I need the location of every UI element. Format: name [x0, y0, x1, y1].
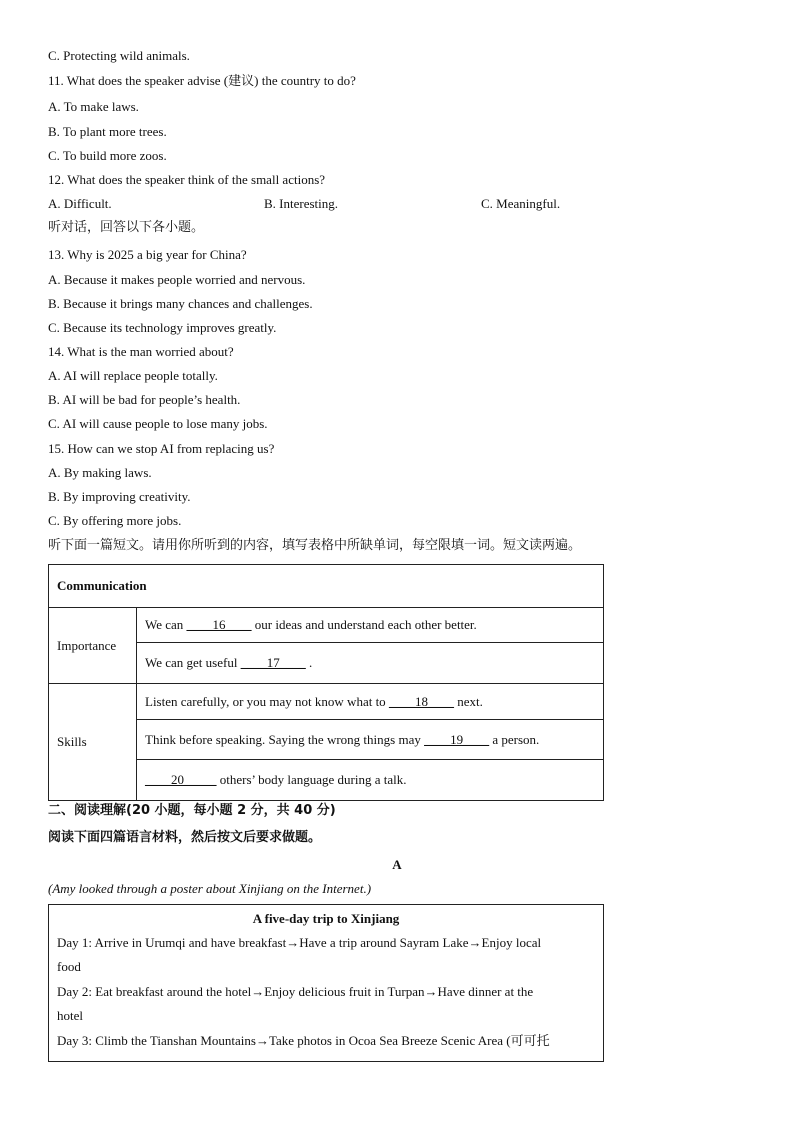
q12-option-c: C. Meaningful. [481, 196, 561, 211]
q10-option-c: C. Protecting wild animals. [48, 48, 190, 63]
blank-16[interactable]: ____16____ [186, 617, 252, 632]
q12-question: 12. What does the speaker think of the small actions? [48, 172, 326, 187]
q12-option-b: B. Interesting. [264, 196, 339, 211]
passage-instruction: 听下面一篇短文。请用你所听到的内容，填写表格中所缺单词，每空限填一词。短文读两遍。 [48, 538, 582, 553]
q11-question: 11. What does the speaker advise (建议) the country to do? [48, 73, 356, 88]
q13-option-a: A. Because it makes people worried and nervous. [48, 272, 306, 287]
passage-intro: (Amy looked through a poster about Xinjiang on the Internet.) [48, 881, 372, 896]
q14-option-a: A. AI will replace people totally. [48, 368, 218, 383]
q13-question: 13. Why is 2025 a big year for China? [48, 247, 247, 262]
trip-day2-line2: hotel [57, 1008, 83, 1023]
q15-option-c: C. By offering more jobs. [48, 513, 182, 528]
skills-row-2: Think before speaking. Saying the wrong things may ____19____ a person. [137, 720, 604, 760]
q11-option-b: B. To plant more trees. [48, 124, 167, 139]
q13-option-b: B. Because it brings many chances and challenges. [48, 296, 313, 311]
part2-instruction: 阅读下面四篇语言材料，然后按文后要求做题。 [48, 830, 322, 845]
q13-option-c: C. Because its technology improves greatly. [48, 320, 277, 335]
trip-day3-line1: Day 3: Climb the Tianshan Mountains→Take photos in Ocoa Sea Breeze Scenic Area (可可托 [57, 1033, 550, 1048]
skills-row-3: ____20_____ others’ body language during a talk. [137, 760, 604, 801]
passage-letter: A [392, 857, 402, 872]
q15-option-b: B. By improving creativity. [48, 489, 191, 504]
trip-day1-line2: food [57, 959, 81, 974]
importance-row-2: We can get useful ____17____ . [137, 643, 604, 684]
q14-question: 14. What is the man worried about? [48, 344, 234, 359]
dialogue-instruction: 听对话，回答以下各小题。 [48, 220, 205, 235]
q11-option-c: C. To build more zoos. [48, 148, 167, 163]
blank-20[interactable]: ____20_____ [145, 772, 217, 787]
blank-17[interactable]: ____17____ [240, 655, 306, 670]
table-header: Communication [49, 565, 604, 608]
trip-poster-box [48, 904, 604, 1062]
importance-row-1: We can ____16____ our ideas and understand each other better. [137, 608, 604, 643]
q11-option-a: A. To make laws. [48, 99, 139, 114]
q14-option-b: B. AI will be bad for people’s health. [48, 392, 241, 407]
importance-label: Importance [49, 608, 137, 684]
skills-row-1: Listen carefully, or you may not know what to ____18____ next. [137, 684, 604, 720]
skills-label: Skills [49, 684, 137, 801]
communication-table [48, 564, 604, 801]
trip-title: A five-day trip to Xinjiang [252, 911, 400, 926]
part2-title: 二、阅读理解(20 小题，每小题 2 分，共 40 分) [48, 803, 336, 818]
q15-option-a: A. By making laws. [48, 465, 152, 480]
q12-option-a: A. Difficult. [48, 196, 112, 211]
trip-day1-line1: Day 1: Arrive in Urumqi and have breakfast→Have a trip around Sayram Lake→Enjoy local [57, 935, 542, 950]
q14-option-c: C. AI will cause people to lose many jobs. [48, 416, 268, 431]
blank-18[interactable]: ____18____ [388, 693, 454, 709]
blank-19[interactable]: ____19____ [424, 731, 490, 747]
q15-question: 15. How can we stop AI from replacing us? [48, 441, 275, 456]
trip-day2-line1: Day 2: Eat breakfast around the hotel→Enjoy delicious fruit in Turpan→Have dinner at the [57, 984, 534, 999]
